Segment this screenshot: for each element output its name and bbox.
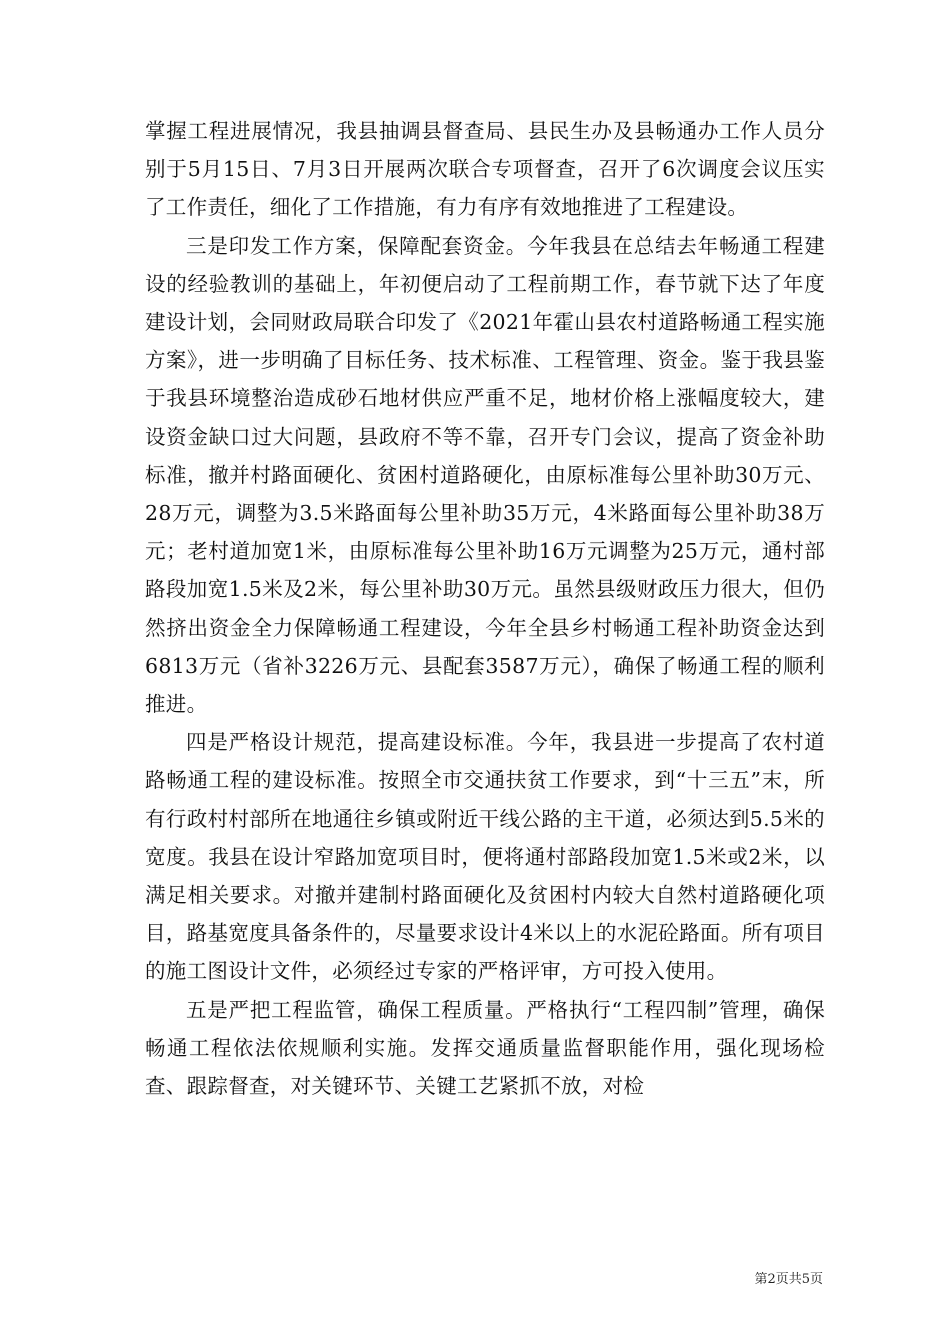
document-body xyxy=(145,112,825,1105)
page-number: 第2页共5页 xyxy=(754,1272,823,1287)
paragraph-1: 掌握工程进展情况，我县抽调县督查局、县民生办及县畅通办工作人员分别于5月15日、7月3日开展两次联合专项督查，召开了6次调度会议压实了工作责任，细化了工作措施，有力有序有效地推进了工程建设。 xyxy=(145,119,825,220)
paragraph-3: 四是严格设计规范，提高建设标准。今年，我县进一步提高了农村道路畅通工程的建设标准。按照全市交通扶贫工作要求，到“十三五”末，所有行政村村部所在地通往乡镇或附近干线公路的主干道，必须达到5.5米的宽度。我县在设计窄路加宽项目时，便将通村部路段加宽1.5米或2米，以满足相关要求。对撤并建制村路面硬化及贫困村内较大自然村道路硬化项目，路基宽度具备条件的，尽量要求设计4米以上的水泥砼路面。所有项目的施工图设计文件，必须经过专家的严格评审，方可投入使用。 xyxy=(145,730,825,984)
paragraph-4: 五是严把工程监管，确保工程质量。严格执行“工程四制”管理，确保畅通工程依法依规顺利实施。发挥交通质量监督职能作用，强化现场检查、跟踪督查，对关键环节、关键工艺紧抓不放，对检 xyxy=(145,997,825,1099)
paragraph-2: 三是印发工作方案，保障配套资金。今年我县在总结去年畅通工程建设的经验教训的基础上，年初便启动了工程前期工作，春节就下达了年度建设计划，会同财政局联合印发了《2021年霍山县农村道路畅通工程实施方案》，进一步明确了目标任务、技术标准、工程管理、资金。鉴于我县鉴于我县环境整治造成砂石地材供应严重不足，地材价格上涨幅度较大，建设资金缺口过大问题，县政府不等不靠，召开专门会议，提高了资金补助标准，撤并村路面硬化、贫困村道路硬化，由原标准每公里补助30万元、28万元，调整为3.5米路面每公里补助35万元，4米路面每公里补助38万元；老村道加宽1米，由原标准每公里补助16万元调整为25万元，通村部路段加宽1.5米及2米，每公里补助30万元。虽然县级财政压力很大，但仍然挤出资金全力保障畅通工程建设，今年全县乡村畅通工程补助资金达到6813万元（省补3226万元、县配套3587万元），确保了畅通工程的顺利推进。 xyxy=(145,233,825,717)
